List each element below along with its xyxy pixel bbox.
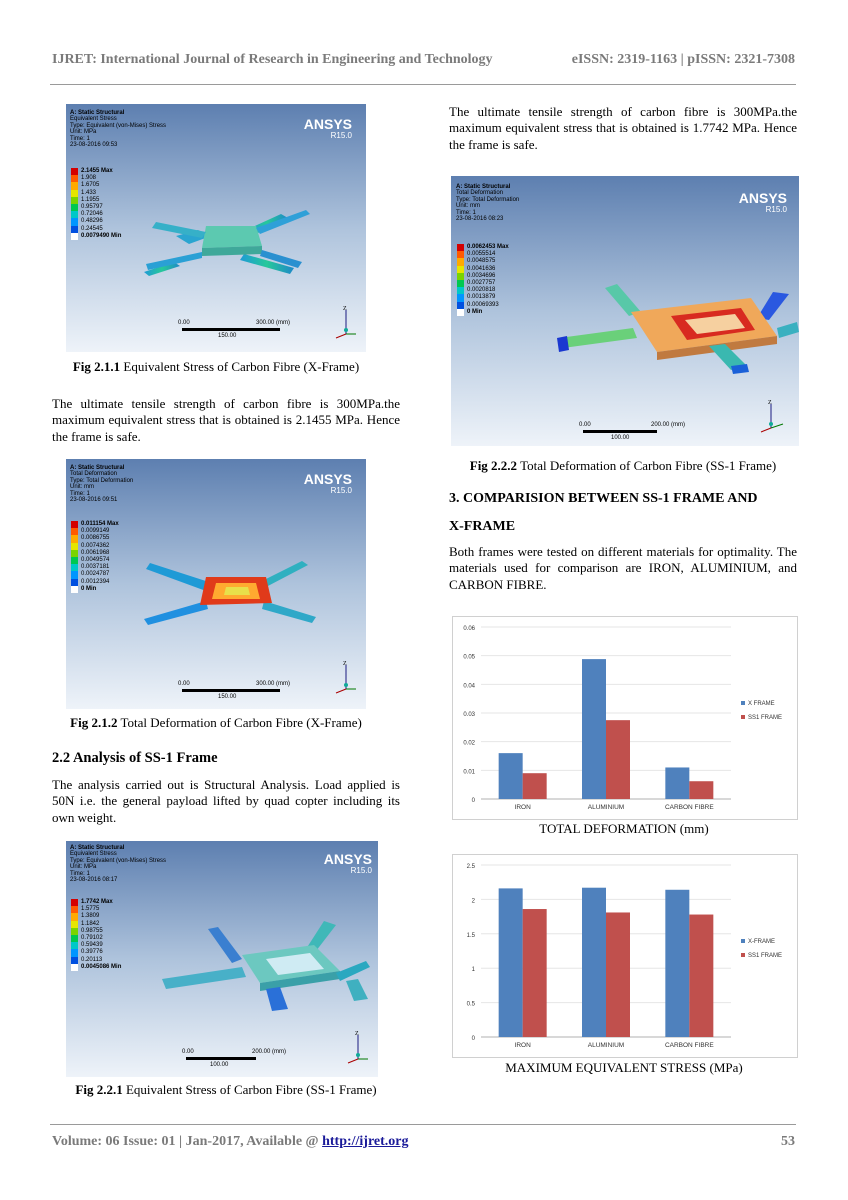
issn: eISSN: 2319-1163 | pISSN: 2321-7308 (571, 52, 795, 67)
legend-label: 1.1842 (81, 920, 100, 927)
bar-x-frame (665, 767, 689, 799)
legend-label: 0.0062453 Max (467, 244, 509, 250)
legend-label: 0.0099149 (81, 528, 110, 535)
svg-text:Z: Z (355, 1031, 359, 1037)
y-tick-label: 0.5 (466, 1001, 475, 1008)
figure-2-1-1: A: Static Structural Equivalent Stress Type: Equivalent (von-Mises) Stress Unit: MPa Time: 1 23-08-2016 09:53 ANSYS R15.0 2.1455 Max 1.908 1.6705 1.433 1.1955 0.95797 0.72046 0.48296 0.24545 0.0079490 Min 0.00 300.00 (mm) 150.00 Z (66, 104, 366, 352)
caption-2-1-2: Fig 2.1.2 Total Deformation of Carbon Fibre (X-Frame) (70, 715, 362, 730)
bar-ss1-frame (606, 912, 630, 1037)
y-tick-label: 0.02 (463, 740, 475, 747)
legend-label: 0.59439 (81, 942, 103, 949)
x-tick-label: IRON (514, 804, 531, 811)
bar-x-frame (499, 888, 523, 1037)
legend-label: 0 Min (467, 308, 483, 315)
x-tick-label: ALUMINIUM (587, 804, 625, 811)
x-tick-label: IRON (514, 1042, 531, 1049)
legend-label: 0.0037181 (81, 564, 110, 571)
section-heading-2-2: 2.2 Analysis of SS-1 Frame (52, 750, 218, 766)
total-deformation-chart-svg (453, 617, 797, 819)
legend-label: 0.0041636 (467, 265, 496, 272)
fig-info: A: Static Structural Equivalent Stress Type: Equivalent (von-Mises) Stress Unit: MPa Time: 1 23-08-2016 08:17 (70, 845, 167, 884)
legend-label: 1.908 (81, 175, 97, 182)
x-tick-label: ALUMINIUM (587, 1042, 625, 1049)
legend-label: 0.00069393 (467, 301, 499, 308)
legend-swatch (741, 953, 745, 957)
ss1-frame-deformation-model (451, 176, 799, 446)
legend-label: X-FRAME (748, 939, 775, 945)
legend-label: SS1 FRAME (748, 953, 783, 959)
legend-label: 0.0048575 (467, 258, 496, 265)
legend-label: 1.7742 Max (81, 899, 113, 905)
x-tick-label: CARBON FIBRE (664, 804, 714, 811)
y-tick-label: 0.06 (463, 626, 475, 632)
legend-label: 0.48296 (81, 218, 103, 225)
legend-label: 0.0086755 (81, 535, 110, 542)
paragraph-right-2: Both frames were tested on different materials for optimality. The materials used for comparison are IRON, ALUMINIUM, and CARBON FIBRE. (449, 544, 797, 592)
legend-label: 0.79102 (81, 934, 103, 941)
y-tick-label: 0 (471, 1036, 475, 1042)
figure-2-1-2: A: Static Structural Total Deformation Type: Total Deformation Unit: mm Time: 1 23-08-2016 09:51 ANSYS R15.0 0.011154 Max 0.0099149 0.0086755 0.0074362 0.0061968 0.0049574 0.0037181 0.0024787 0.0012394 0 Min 0.00 300.00 (mm) 150.00 Z (66, 459, 366, 709)
y-tick-label: 2 (471, 898, 475, 905)
bar-x-frame (499, 753, 523, 799)
legend-label: 0.0055514 (467, 251, 496, 258)
y-tick-label: 1.5 (466, 932, 475, 939)
legend-label: 0.98755 (81, 927, 103, 934)
svg-text:Z: Z (343, 661, 347, 667)
legend-label: 0.0074362 (81, 542, 110, 549)
legend-label: 0.0024787 (81, 571, 110, 578)
chart-2-title: MAXIMUM EQUIVALENT STRESS (MPa) (505, 1060, 743, 1075)
legend-label: 1.6705 (81, 182, 100, 189)
legend-label: 0.0034696 (467, 272, 496, 279)
ansys-logo: ANSYS R15.0 (738, 190, 787, 214)
journal-link[interactable]: http://ijret.org (322, 1134, 409, 1149)
x-frame-stress-model (66, 104, 366, 352)
y-tick-label: 0.01 (463, 769, 475, 776)
x-frame-deformation-model (66, 459, 366, 709)
y-tick-label: 0.05 (463, 654, 475, 661)
figure-2-2-1: A: Static Structural Equivalent Stress Type: Equivalent (von-Mises) Stress Unit: MPa Time: 1 23-08-2016 08:17 ANSYS R15.0 1.7742 Max 1.5775 1.3809 1.1842 0.98755 0.79102 0.59439 0.39776 0.20113 0.0045086 Min 0.00 200.00 (mm) 100.00 Z (66, 841, 378, 1077)
legend-label: 1.1955 (81, 196, 100, 203)
legend-label: X FRAME (748, 701, 775, 707)
paragraph-right-1: The ultimate tensile strength of carbon fibre is 300MPa.the maximum equivalent stress that is obtained is 1.7742 MPa. Hence the frame is safe. (449, 104, 797, 152)
legend-label: 0.0020818 (467, 287, 496, 294)
ansys-logo: ANSYS R15.0 (303, 116, 352, 140)
legend-label: 0.39776 (81, 949, 103, 956)
bar-ss1-frame (689, 915, 713, 1037)
max-equivalent-stress-chart (452, 854, 798, 1058)
axis-triad-icon (334, 304, 358, 344)
legend-label: 1.3809 (81, 913, 100, 920)
legend-label: 0.72046 (81, 211, 103, 218)
page-number: 53 (781, 1134, 795, 1149)
footer-rule (50, 1124, 796, 1125)
paragraph-left-1: The ultimate tensile strength of carbon fibre is 300MPa.the maximum equivalent stress that is obtained is 2.1455 MPa. Hence the frame is safe. (52, 396, 400, 444)
section-heading-3-line1: 3. COMPARISION BETWEEN SS-1 FRAME AND (449, 491, 758, 506)
legend-label: 0.20113 (81, 956, 103, 963)
total-deformation-chart (452, 616, 798, 820)
legend-swatch (741, 701, 745, 705)
bar-ss1-frame (523, 773, 547, 799)
figure-2-2-2: A: Static Structural Total Deformation Type: Total Deformation Unit: mm Time: 1 23-08-2016 08:23 ANSYS R15.0 0.0062453 Max 0.0055514 0.0048575 0.0041636 0.0034696 0.0027757 0.0020818 0.0013879 0.00069393 0 Min 0.00 200.00 (mm) 100.00 Z (451, 176, 799, 446)
svg-text:Z: Z (343, 306, 347, 312)
legend-label: 0.0013879 (467, 294, 496, 301)
axis-triad-icon (759, 398, 791, 438)
svg-text:Z: Z (768, 400, 772, 406)
bar-ss1-frame (606, 720, 630, 799)
section-heading-3-line2: X-FRAME (449, 519, 516, 534)
footer-volume: Volume: 06 Issue: 01 | Jan-2017, Available @ http://ijret.org (52, 1134, 409, 1149)
y-tick-label: 1 (471, 967, 475, 974)
legend-label: 0.0045086 Min (81, 963, 122, 970)
legend-label: 0.0012394 (81, 578, 110, 585)
bar-x-frame (582, 659, 606, 799)
legend-label: 1.433 (81, 189, 97, 196)
axis-triad-icon (334, 659, 358, 699)
ss1-frame-stress-model (66, 841, 378, 1077)
legend-label: 0 Min (81, 585, 97, 592)
y-tick-label: 0 (471, 798, 475, 804)
fig-info: A: Static Structural Total Deformation Type: Total Deformation Unit: mm Time: 1 23-08-2016 09:51 (70, 465, 134, 504)
y-tick-label: 2.5 (466, 864, 475, 870)
legend-label: 0.24545 (81, 225, 103, 232)
bar-x-frame (665, 890, 689, 1037)
paragraph-left-2: The analysis carried out is Structural Analysis. Load applied is 50N i.e. the general payload lifted by quad copter including its own weight. (52, 777, 400, 825)
fig-info: A: Static Structural Equivalent Stress Type: Equivalent (von-Mises) Stress Unit: MPa Time: 1 23-08-2016 09:53 (70, 110, 167, 149)
bar-ss1-frame (523, 909, 547, 1037)
legend-label: 0.011154 Max (81, 521, 119, 527)
legend-label: 1.5775 (81, 906, 100, 913)
fig-info: A: Static Structural Total Deformation Type: Total Deformation Unit: mm Time: 1 23-08-2016 08:23 (456, 184, 520, 223)
ansys-logo: ANSYS R15.0 (323, 851, 372, 875)
chart-1-title: TOTAL DEFORMATION (mm) (539, 821, 709, 836)
y-tick-label: 0.04 (463, 683, 475, 690)
axis-triad-icon (346, 1029, 370, 1069)
legend-label: 0.0049574 (81, 556, 110, 563)
legend-label: SS1 FRAME (748, 715, 783, 721)
bar-ss1-frame (689, 781, 713, 799)
journal-title: IJRET: International Journal of Research in Engineering and Technology (52, 52, 493, 67)
legend-label: 0.0061968 (81, 549, 110, 556)
legend-label: 0.0027757 (467, 279, 496, 286)
legend-swatch (741, 939, 745, 943)
legend-label: 0.0079490 Min (81, 232, 122, 239)
ansys-logo: ANSYS R15.0 (303, 471, 352, 495)
legend-label: 2.1455 Max (81, 168, 113, 174)
bar-x-frame (582, 888, 606, 1037)
caption-2-2-1: Fig 2.2.1 Equivalent Stress of Carbon Fibre (SS-1 Frame) (75, 1082, 377, 1097)
caption-2-1-1: Fig 2.1.1 Equivalent Stress of Carbon Fibre (X-Frame) (72, 359, 360, 374)
caption-2-2-2: Fig 2.2.2 Total Deformation of Carbon Fibre (SS-1 Frame) (469, 458, 777, 473)
header-rule (50, 84, 796, 85)
x-tick-label: CARBON FIBRE (664, 1042, 714, 1049)
legend-label: 0.95797 (81, 203, 103, 210)
max-equivalent-stress-chart-svg (453, 855, 797, 1057)
y-tick-label: 0.03 (463, 712, 475, 718)
legend-swatch (741, 715, 745, 719)
